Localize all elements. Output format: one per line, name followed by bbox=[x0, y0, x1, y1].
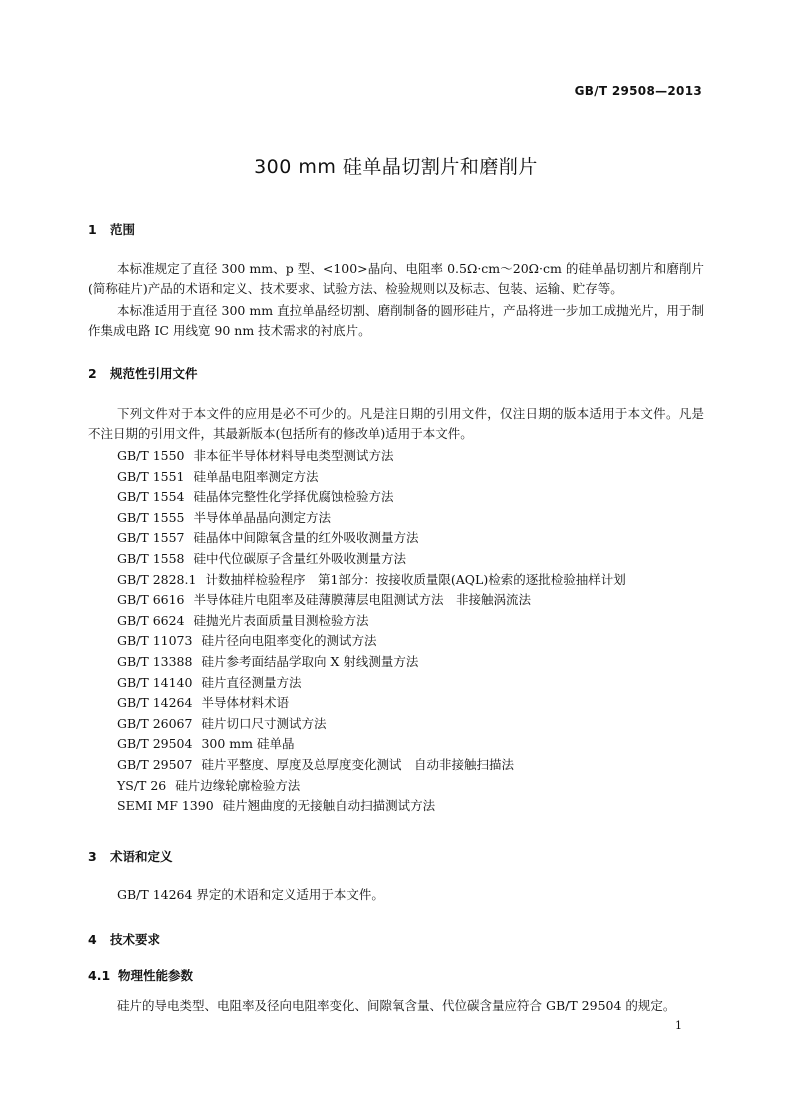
reference-item bbox=[117, 755, 626, 776]
reference-item bbox=[117, 508, 626, 529]
section-number: 1 bbox=[88, 222, 97, 237]
terms-paragraph: GB/T 14264 界定的术语和定义适用于本文件。 bbox=[117, 887, 384, 902]
reference-code: GB/T 2828.1 bbox=[117, 571, 197, 587]
section-number: 4 bbox=[88, 932, 97, 947]
reference-title: 硅晶体完整性化学择优腐蚀检验方法 bbox=[193, 489, 394, 505]
reference-title: 计数抽样检验程序 第1部分：按接收质量限(AQL)检索的逐批检验抽样计划 bbox=[205, 571, 626, 587]
subsection-title: 物理性能参数 bbox=[118, 968, 194, 983]
reference-list bbox=[117, 446, 626, 817]
reference-item bbox=[117, 652, 626, 673]
reference-code: YS/T 26 bbox=[117, 777, 167, 793]
reference-title: 硅片平整度、厚度及总厚度变化测试 自动非接触扫描法 bbox=[201, 756, 514, 772]
reference-item bbox=[117, 673, 626, 694]
reference-item bbox=[117, 734, 626, 755]
section-4-heading bbox=[88, 930, 160, 948]
reference-code: GB/T 6624 bbox=[117, 612, 185, 628]
reference-item bbox=[117, 631, 626, 652]
physical-params-paragraph: 硅片的导电类型、电阻率及径向电阻率变化、间隙氧含量、代位碳含量应符合 GB/T 29504 的规定。 bbox=[117, 998, 676, 1013]
reference-title: 硅片翘曲度的无接触自动扫描测试方法 bbox=[222, 798, 436, 814]
reference-title: 半导体材料术语 bbox=[201, 695, 289, 711]
reference-item bbox=[117, 487, 626, 508]
reference-item bbox=[117, 714, 626, 735]
reference-item bbox=[117, 549, 626, 570]
reference-item bbox=[117, 796, 626, 817]
reference-title: 硅片边缘轮廓检验方法 bbox=[175, 777, 301, 793]
section-2-heading bbox=[88, 364, 198, 382]
reference-title: 半导体单晶晶向测定方法 bbox=[193, 509, 332, 525]
reference-item bbox=[117, 570, 626, 591]
reference-title: 非本征半导体材料导电类型测试方法 bbox=[193, 448, 394, 463]
reference-code: GB/T 29504 bbox=[117, 736, 193, 752]
section-number: 2 bbox=[88, 366, 97, 381]
reference-title: 半导体硅片电阻率及硅薄膜薄层电阻测试方法 非接触涡流法 bbox=[193, 592, 532, 608]
section-number: 3 bbox=[88, 849, 97, 864]
reference-code: GB/T 1557 bbox=[117, 530, 185, 546]
reference-title: 硅片参考面结晶学取向 X 射线测量方法 bbox=[201, 653, 419, 669]
reference-item bbox=[117, 446, 626, 467]
reference-item bbox=[117, 693, 626, 714]
page-number: 1 bbox=[675, 1019, 682, 1032]
reference-code: GB/T 1558 bbox=[117, 550, 185, 566]
reference-code: GB/T 1550 bbox=[117, 448, 185, 463]
reference-code: GB/T 29507 bbox=[117, 756, 193, 772]
reference-code: GB/T 1551 bbox=[117, 468, 185, 484]
reference-title: 硅片切口尺寸测试方法 bbox=[201, 715, 327, 731]
reference-item bbox=[117, 467, 626, 488]
reference-item bbox=[117, 528, 626, 549]
reference-item bbox=[117, 590, 626, 611]
section-title: 术语和定义 bbox=[110, 849, 173, 864]
reference-code: GB/T 14140 bbox=[117, 674, 193, 690]
standard-number: GB/T 29508—2013 bbox=[574, 84, 702, 98]
reference-title: 硅晶体中间隙氧含量的红外吸收测量方法 bbox=[193, 530, 419, 546]
reference-title: 硅片径向电阻率变化的测试方法 bbox=[201, 633, 377, 649]
section-4-1-heading bbox=[88, 966, 193, 984]
reference-code: GB/T 11073 bbox=[117, 633, 193, 649]
reference-title: 硅抛光片表面质量目测检验方法 bbox=[193, 612, 369, 628]
normative-intro: 下列文件对于本文件的应用是必不可少的。凡是注日期的引用文件，仅注日期的版本适用于本文件。凡是不注日期的引用文件，其最新版本(包括所有的修改单)适用于本文件。 bbox=[88, 406, 704, 441]
reference-code: GB/T 1555 bbox=[117, 509, 185, 525]
section-3-heading bbox=[88, 847, 173, 865]
reference-title: 硅片直径测量方法 bbox=[201, 674, 302, 690]
scope-paragraph-2: 本标准适用于直径 300 mm 直拉单晶经切割、磨削制备的圆形硅片，产品将进一步加工成抛光片，用于制作集成电路 IC 用线宽 90 nm 技术需求的衬底片。 bbox=[88, 303, 704, 338]
reference-title: 300 mm 硅单晶 bbox=[201, 736, 295, 752]
reference-code: SEMI MF 1390 bbox=[117, 798, 214, 814]
reference-item bbox=[117, 776, 626, 797]
reference-item bbox=[117, 611, 626, 632]
reference-title: 硅中代位碳原子含量红外吸收测量方法 bbox=[193, 550, 407, 566]
reference-code: GB/T 13388 bbox=[117, 653, 193, 669]
section-title: 技术要求 bbox=[110, 932, 161, 947]
reference-code: GB/T 26067 bbox=[117, 715, 193, 731]
document-title: 300 mm 硅单晶切割片和磨削片 bbox=[254, 156, 538, 178]
scope-paragraph-1: 本标准规定了直径 300 mm、p 型、<100>晶向、电阻率 0.5Ω·cm～20Ω·cm 的硅单晶切割片和磨削片(简称硅片)产品的术语和定义、技术要求、试验方法、检验规则以及标志、包装、运输、贮存等。 bbox=[88, 261, 704, 296]
reference-code: GB/T 6616 bbox=[117, 592, 185, 608]
subsection-number: 4.1 bbox=[88, 968, 111, 983]
section-1-heading bbox=[88, 220, 135, 238]
reference-code: GB/T 1554 bbox=[117, 489, 185, 505]
reference-code: GB/T 14264 bbox=[117, 695, 193, 711]
section-title: 规范性引用文件 bbox=[110, 366, 198, 381]
reference-title: 硅单晶电阻率测定方法 bbox=[193, 468, 319, 484]
section-title: 范围 bbox=[110, 222, 136, 237]
